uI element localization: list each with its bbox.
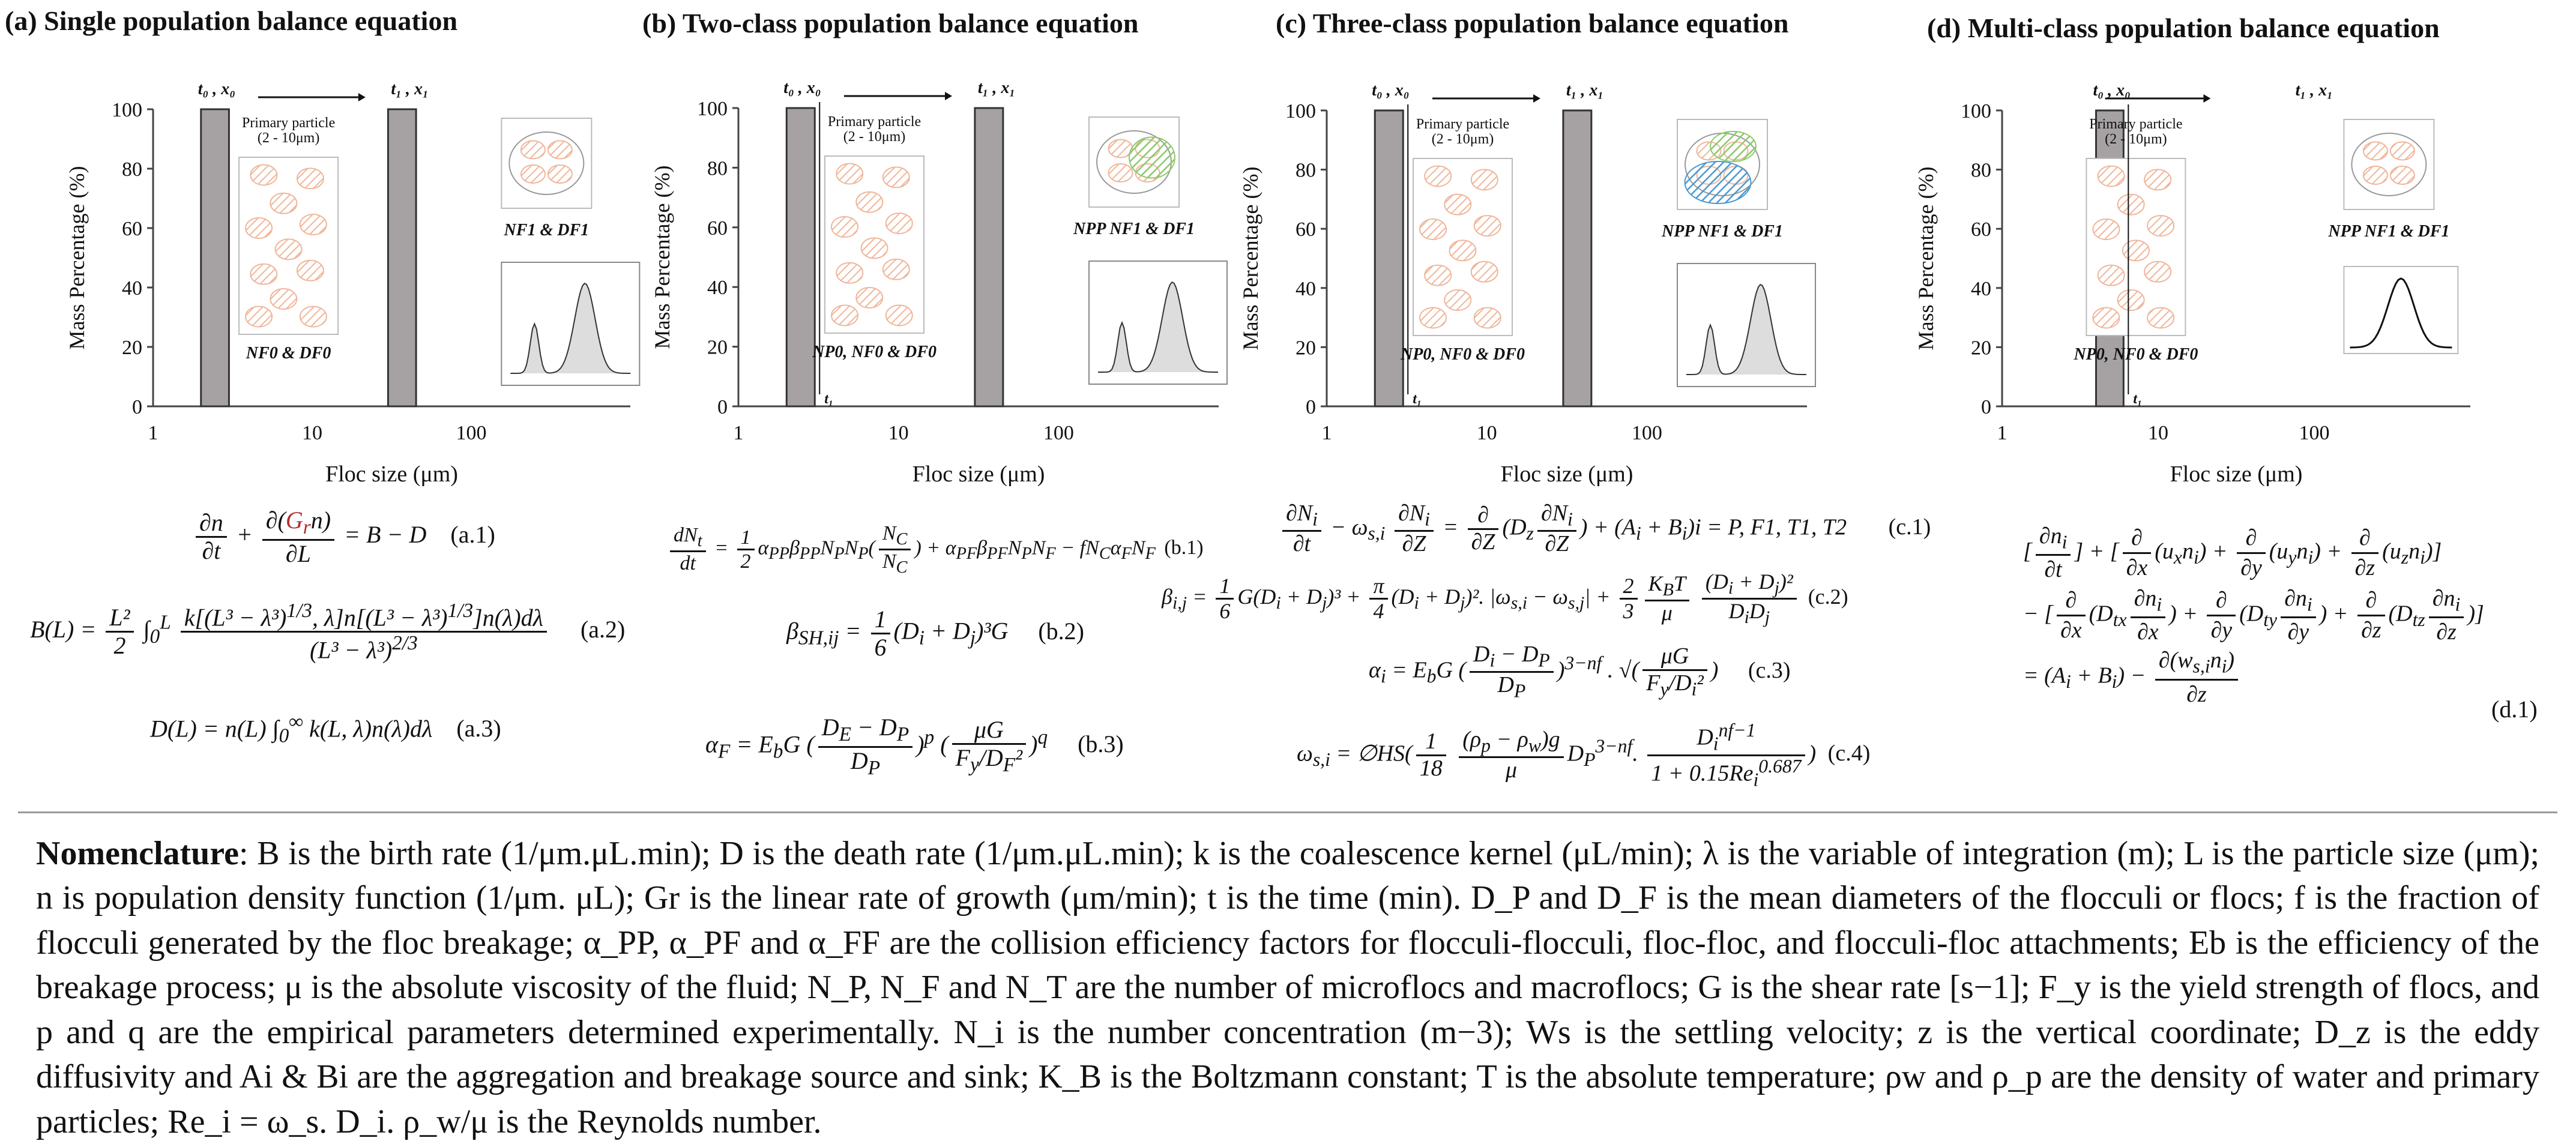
y-tick-label: 80 [1971,159,1991,182]
primary-particle [297,260,324,281]
primary-particle [1444,194,1471,215]
y-tick-label: 100 [1961,100,1991,122]
bar [388,109,416,406]
primary-particle [250,165,277,185]
primary-particle [300,307,327,327]
time-arrow-head [2203,94,2210,103]
y-tick-label: 40 [707,277,728,300]
t1-label: t₁ , x₁ [2295,81,2333,100]
vertical-t1-label: t₁ [2133,391,2143,407]
right-caption: NPP NF1 & DF1 [1662,222,1783,241]
primary-particle [1425,265,1451,286]
right-caption: NPP NF1 & DF1 [1073,220,1195,238]
large-floc [1685,161,1751,203]
x-tick-label: 1 [733,422,744,444]
floc-particle [521,141,545,159]
y-tick-label: 80 [1296,159,1316,182]
x-axis-label: Floc size (μm) [325,462,458,487]
left-caption: NF0 & DF0 [246,344,331,363]
primary-particle [270,193,297,214]
t0-label: t₀ , x₀ [1372,81,1410,100]
primary-particle [246,218,272,238]
x-axis-label: Floc size (μm) [912,462,1045,487]
primary-particle [856,288,882,308]
y-tick-label: 20 [122,337,142,359]
primary-particle-size: (2 - 10μm) [843,129,906,145]
t1-label: t₁ , x₁ [1566,81,1604,100]
y-tick-label: 20 [1971,337,1991,360]
y-axis-label: Mass Percentage (%) [1914,166,1938,351]
vertical-t1-label: t₁ [824,391,834,407]
primary-particle [300,214,327,235]
primary-particle [2144,169,2171,190]
y-tick-label: 100 [697,98,728,120]
x-tick-label: 100 [1631,422,1662,444]
primary-particle [883,167,909,187]
floc-particle [2363,142,2387,160]
primary-particle [856,192,882,212]
primary-particle [886,306,912,326]
panel-title-c: (c) Three-class population balance equation [1276,8,1789,38]
x-tick-label: 1 [1997,422,2007,444]
equation-d1: [ $\frac{\partial n_i}{\partial t}$ ] + [ $\frac{\partial}{\partial x}$ $(u_xn_i)$ + $\frac{\partial}{\partial y}$ $(u_yn_i)$ + $\frac{\partial}{\partial z}$ $(u_zn_i)$] − [ $\frac{\partial}{\partial x}$ ($D_{tx}$ $\frac{\partial n_i}{\partial x}$ ) + $\frac{\partial}{\partial y}$ ($D_{ty}$ $\frac{\partial n_i}{\partial y}$ ) + $\frac{\partial}{\partial z}$ ($D_{tz}$ $\frac{\partial n_i}{\partial z}$ )] = $(A_i + B_i)$ − $\frac{\partial(w_{s,i}n_i)}{\partial z}$ [2023,523,2484,707]
primary-particle-label: Primary particle [2089,116,2183,132]
floc-particle [2390,166,2415,184]
bar [975,108,1003,406]
y-tick-label: 0 [1306,396,1316,418]
primary-particle [2118,194,2144,215]
floc-particle [548,165,572,183]
floc-size-charts [0,0,2576,540]
panel-title-d: (d) Multi-class population balance equation [1927,13,2440,43]
t1-label: t₁ , x₁ [977,79,1016,97]
t0-label: t₀ , x₀ [783,79,821,97]
equation-b3: $\alpha_F = E_bG$ ( $\frac{D_E - D_P}{D_P}$ )$^p$ ( $\frac{\mu G}{F_y/D_F^2}$ )$^q$ (b.3) [705,714,1124,779]
equation-a1: $\frac{\partial n}{\partial t}$ + $\frac{\partial(G_rn)}{\partial L}$ = B − D (a.1) [192,507,495,567]
primary-particle [246,307,272,327]
vertical-t1-label: t₁ [1413,391,1422,407]
primary-particle [276,239,302,259]
x-tick-label: 100 [456,422,487,444]
bar [1375,110,1403,406]
floc-particle [521,165,545,183]
primary-particle [831,306,858,326]
floc-particle [548,141,572,159]
nomenclature [36,831,2539,1144]
t0-label: t₀ , x₀ [198,80,236,98]
primary-particle [2098,265,2125,286]
primary-particle-size: (2 - 10μm) [257,130,320,146]
primary-particle-label: Primary particle [1416,116,1510,132]
right-caption: NPP NF1 & DF1 [2328,222,2450,241]
primary-particle [883,259,909,280]
left-caption: NP0, NF0 & DF0 [2074,345,2198,364]
primary-particle [270,289,297,309]
y-tick-label: 20 [1296,337,1316,360]
divider [18,811,2557,813]
primary-particle [2123,240,2149,260]
primary-particle [2144,262,2171,282]
y-tick-label: 0 [717,396,728,418]
time-arrow-head [358,93,366,101]
primary-particle [2147,215,2174,236]
right-caption: NF1 & DF1 [504,221,590,239]
y-tick-label: 40 [1971,277,1991,300]
bar [1563,110,1591,406]
equation-c1: $\frac{\partial N_i}{\partial t}$ − $\omega_{s,i}$ $\frac{\partial N_i}{\partial Z}$ = $\frac{\partial}{\partial Z}$ ($D_z$ $\frac{\partial N_i}{\partial Z}$ ) + $(A_i + B_i)i = P$, F1, T1, T2 (c.1) [1279,501,1931,557]
primary-particle [1471,262,1498,282]
x-tick-label: 100 [2299,422,2330,444]
x-tick-label: 1 [148,422,158,444]
y-tick-label: 100 [1285,100,1316,122]
primary-particle-label: Primary particle [241,115,336,131]
panel-title-a: (a) Single population balance equation [5,5,458,36]
primary-particle [2147,308,2174,328]
primary-particle [886,213,912,233]
x-tick-label: 10 [302,422,322,444]
primary-particle [2093,219,2119,239]
y-tick-label: 60 [1296,218,1316,241]
primary-particle [831,217,858,237]
y-axis-label: Mass Percentage (%) [1238,166,1262,351]
t0-label: t₀ , x₀ [2093,81,2131,100]
primary-particle-size: (2 - 10μm) [1431,131,1494,147]
primary-particle [1425,166,1451,187]
macrofloc [1710,131,1756,161]
y-tick-label: 0 [1981,396,1991,418]
nomenclature-text: : B is the birth rate (1/μm.μL.min); D is the death rate (1/μm.μL.min); k is the coalescence kernel (μL/min); λ is the variable of integration (m); L is the particle size (μm); n is population density function (1/μm. μL); Gr is the linear rate of growth (μm/min); t is the time (min). D_P and D_F is the mean diameters of the flocculi or flocs; f is the fraction of flocculi generated by the floc breakage; α_PP, α_PF and α_FF are the collision efficiency factors for flocculi-flocculi, floc-floc, and flocculi-floc attachments; Eb is the efficiency of the breakage process; μ is the absolute viscosity of the fluid; N_P, N_F and N_T are the number of microflocs and macroflocs; G is the shear rate [s−1]; F_y is the yield strength of flocs, and p and q are the empirical parameters determined experimentally. N_i is the number concentration (m−3); Ws is the settling velocity; z is the vertical coordinate; D_z is the eddy diffusivity and Ai & Bi are the aggregation and breakage source and sink; K_B is the Boltzmann constant; T is the absolute temperature; ρw and ρ_p are the density of water and primary particles; Re_i = ω_s. D_i. ρ_w/μ is the Reynolds number. [36,835,2539,1140]
primary-particle [2093,308,2119,328]
left-caption: NP0, NF0 & DF0 [812,343,937,361]
primary-particle [297,168,324,188]
primary-particle [1471,169,1498,190]
primary-particle-label: Primary particle [827,114,922,130]
y-tick-label: 60 [122,218,142,240]
y-tick-label: 100 [112,99,142,121]
primary-particle [1420,308,1446,328]
equation-c3: $\alpha_i = E_bG$ ( $\frac{D_i - D_P}{D_P}$ )$^{3-nf}$ . √( $\frac{\mu G}{F_y/D_i^2}$ ) (c.3) [1369,642,1791,702]
y-tick-label: 0 [132,396,142,418]
t1-label: t₁ , x₁ [391,80,429,98]
x-tick-label: 10 [1476,422,1497,444]
primary-particle [1474,215,1501,236]
primary-particle [1420,219,1446,239]
y-axis-label: Mass Percentage (%) [650,165,674,349]
equation-b1: $\frac{dN_t}{dt}$ = $\frac{1}{2}$ $\alpha_{PP}\beta_{PP}N_PN_P$( $\frac{N_C}{N_C}$ ) + $\alpha_{PF}\beta_{PF}N_PN_F - fN_C\alpha_FN_F$ (b.1) [666,522,1204,577]
panel-title-b: (b) Two-class population balance equation [642,8,1139,38]
x-axis-label: Floc size (μm) [1500,462,1633,487]
equation-b2: $\beta_{SH,ij}$ = $\frac{1}{6}$ $(D_i + D_j)^3G$ (b.2) [786,606,1084,661]
bar [786,108,815,406]
y-tick-label: 40 [122,277,142,300]
primary-particle [1450,240,1476,260]
x-tick-label: 100 [1043,422,1074,444]
equation-a2: B(L) = $\frac{\text{L²}}{2}$ $\int_0^L$ $\frac{k[(L^3 - \lambda^3)^{1/3}, \lambda]n[(L^3 - \lambda^3)^{1/3}]n(\lambda)d\lambda}{(L^3 - \lambda^3)^{2/3}}$ (a.2) [30,600,626,664]
bar [201,109,229,406]
primary-particle [2098,166,2125,187]
y-axis-label: Mass Percentage (%) [65,166,89,350]
floc-particle [2390,142,2415,160]
y-tick-label: 20 [707,336,728,359]
x-tick-label: 1 [1321,422,1332,444]
y-tick-label: 60 [707,217,728,239]
primary-particle [1444,290,1471,310]
x-axis-label: Floc size (μm) [2170,462,2303,487]
equation-c4: $\omega_{s,i}$ = ∅HS( $\frac{1}{18}$ $\frac{(\rho_p - \rho_w)g}{\mu}$ $D_P^{3-nf}$. $\frac{D_i^{nf-1}}{1 + 0.15Re_i^{0.687}}$ ) (c.4) [1297,720,1871,790]
distribution-inset [2344,266,2458,354]
y-tick-label: 80 [122,158,142,181]
x-tick-label: 10 [888,422,909,444]
time-arrow-head [945,92,952,100]
x-tick-label: 10 [2148,422,2168,444]
macrofloc [1129,137,1175,178]
equation-a3: D(L) = n(L) $\int_0^\infty$ k(L, λ)n(λ)dλ (a.3) [150,711,501,747]
nomenclature-heading: Nomenclature [36,835,239,872]
primary-particle-size: (2 - 10μm) [2105,131,2167,147]
primary-particle [836,263,863,283]
equation-c2: $\beta_{i,j}$ = $\frac{1}{6}$ $G(D_i + D_j)^3$ + $\frac{\pi}{4}$ $(D_i + D_j)^2$. $|\omega_{s,i} - \omega_{s,j}|$ + $\frac{2}{3}$ $\frac{K_BT}{\mu}$ $\frac{(D_i + D_j)^2}{D_iD_j}$ (c.2) [1162,570,1848,628]
time-arrow-head [1533,94,1540,103]
equation-d1-tag: (d.1) [2491,696,2538,723]
primary-particle [1474,308,1501,328]
y-tick-label: 40 [1296,277,1316,300]
primary-particle [861,238,888,258]
primary-particle [2118,290,2144,310]
y-tick-label: 80 [707,157,728,180]
left-caption: NP0, NF0 & DF0 [1401,345,1525,364]
floc-particle [1109,164,1133,182]
primary-particle [250,264,277,284]
y-tick-label: 60 [1971,218,1991,241]
primary-particle [836,164,863,184]
floc-particle [2363,166,2387,184]
